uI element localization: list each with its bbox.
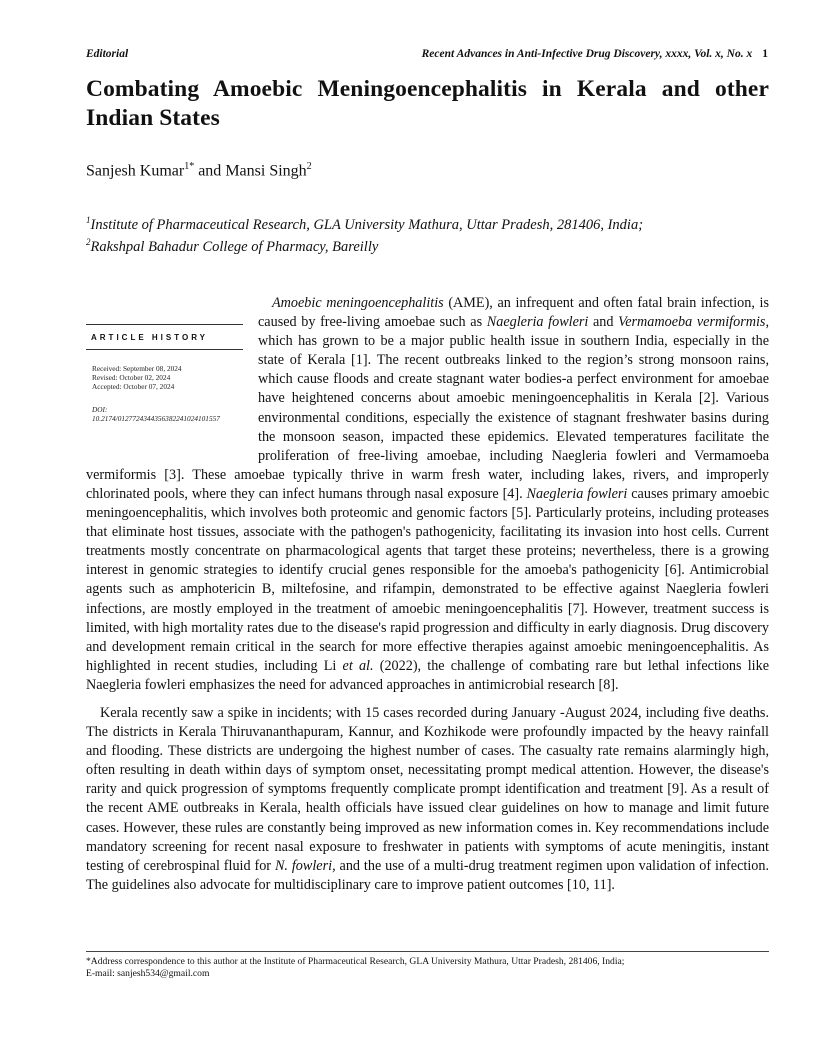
text-run: and	[588, 314, 619, 331]
text-run: (AME), an infrequent and often fatal brain infection, is caused by free-living amoebae such as	[258, 295, 769, 331]
journal-info	[422, 48, 768, 60]
affiliation-marker: 2	[86, 236, 91, 247]
article-title: Combating Amoebic Meningoencephalitis in Kerala and other Indian States	[86, 76, 769, 131]
article-body	[86, 294, 769, 895]
body-paragraph	[86, 704, 769, 895]
author-name: Mansi Singh	[225, 162, 307, 180]
affiliation-line	[86, 212, 769, 234]
text-run: (2022), the challenge of combating rare but lethal infections like Naegleria fowleri emphasizes the need for advanced approaches in antimicrobial research [8].	[86, 657, 769, 693]
author-name: Sanjesh Kumar	[86, 162, 185, 180]
doi-link[interactable]: 10.2174/0127724344356382241024101557	[92, 414, 220, 423]
text-run: causes primary amoebic meningoencephalitis, which involves both proteomic and genomic factors [5]. Particularly proteins, including proteases that eliminate host tissues, associate with the pathogen's pathogenicity, facilitating its invasion into host cells. Current treatments mostly concentrate on pharmacological agents that target these proteins; nevertheless, there is a growing interest in genomic strategies to identify crucial genes responsible for the amoeba's pathogenicity [6]. Antimicrobial agents such as amphotericin B, miltefosine, and rifampin, demonstrated to be effective against Naegleria fowleri infections, are mostly employed in the treatment of amoebic meningoencephalitis [7]. However, treatment success is limited, with high mortality rates due to the disease's rapid progression and difficulty in early diagnosis. Drug discovery and development remain critical in the search for more effective therapies against amoebic meningoencephalitis. As highlighted in recent studies, including Li	[86, 485, 769, 674]
affiliation-marker: 1	[86, 215, 91, 225]
author-joiner: and	[194, 162, 226, 180]
accepted-date: Accepted: October 07, 2024	[92, 382, 175, 391]
revised-date: Revised: October 02, 2024	[92, 373, 171, 382]
journal-citation: Recent Advances in Anti-Infective Drug Discovery, xxxx, Vol. x, No. x	[421, 48, 753, 60]
affiliation-text: Rakshpal Bahadur College of Pharmacy, Bareilly	[90, 238, 379, 255]
received-date: Received: September 08, 2024	[92, 364, 182, 373]
italic-term: Amoebic meningoencephalitis	[272, 295, 444, 311]
italic-term: N. fowleri	[274, 857, 333, 874]
italic-term: Vermamoeba vermiformis	[618, 314, 766, 331]
author-list	[86, 161, 312, 180]
footnote-divider	[86, 951, 769, 952]
running-head	[86, 48, 768, 60]
affiliation-text: Institute of Pharmaceutical Research, GLA University Mathura, Uttar Pradesh, 281406, India;	[90, 216, 644, 233]
text-run: , which has grown to be a major public health issue in southern India, especially in the state of Kerala [1]. The recent outbreaks linked to the region’s strong monsoon rains, which cause floods and create stagnant water bodies-a perfect environment for amoebae have heightened concerns about amoebic meningoencephalitis in Kerala [2]. Various environmental conditions, especially the existence of stagnant freshwater basins during the monsoon season, impacted these epidemics. Elevated temperatures facilitate the proliferation of free-living amoebae, including Naegleria fowleri and Vermamoeba vermiformis [3]. These amoebae typically thrive in warm fresh water, including lakes, rivers, and improperly chlorinated pools, where they can infect humans through nasal exposure [4].	[86, 314, 769, 502]
italic-term: Naegleria fowleri	[526, 485, 628, 502]
page-number: 1	[762, 48, 768, 60]
footnote-text	[86, 956, 769, 980]
affiliations	[86, 212, 769, 256]
sidebar-spacer	[86, 294, 258, 447]
correspondence-address: *Address correspondence to this author at the Institute of Pharmaceutical Research, GLA University Mathura, Uttar Pradesh, 281406, India;	[86, 956, 625, 967]
italic-term: et al.	[342, 657, 374, 674]
affiliation-line	[86, 234, 769, 256]
article-history-heading: ARTICLE HISTORY	[91, 333, 209, 342]
italic-term: Naegleria fowleri	[486, 314, 589, 331]
text-run: , and the use of a multi-drug treatment regimen upon validation of infection. The guidelines also advocate for multidisciplinary care to improve patient outcomes [10, 11].	[86, 857, 769, 893]
author-affiliation-marker: 1*	[184, 161, 195, 172]
doi-label: DOI:	[92, 405, 108, 414]
text-run: Kerala recently saw a spike in incidents; with 15 cases recorded during January -August 2024, including five deaths. The districts in Kerala Thiruvananthapuram, Kannur, and Kozhikode were profoundly impacted by the heavy rainfall and flooding. These districts are undergoing the highest number of cases. The casualty rate remains alarmingly high, often resulting in death within days of symptom onset, necessitating prompt medical attention. However, the disease's rarity and quick progression of symptoms frequently complicate prompt identification and treatment [9]. As a result of the recent AME outbreaks in Kerala, health officials have issued clear guidelines on how to manage and limit future cases. However, these rules are constantly being improved as new information comes in. Key recommendations include mandatory screening for recent nasal exposure to freshwater in patients with symptoms of acute meningitis, instant testing of cerebrospinal fluid for	[86, 704, 769, 874]
author-affiliation-marker: 2	[306, 161, 312, 172]
correspondence-email[interactable]: E-mail: sanjesh534@gmail.com	[86, 968, 210, 979]
section-label: Editorial	[86, 48, 129, 60]
correspondence-footnote	[86, 951, 769, 980]
